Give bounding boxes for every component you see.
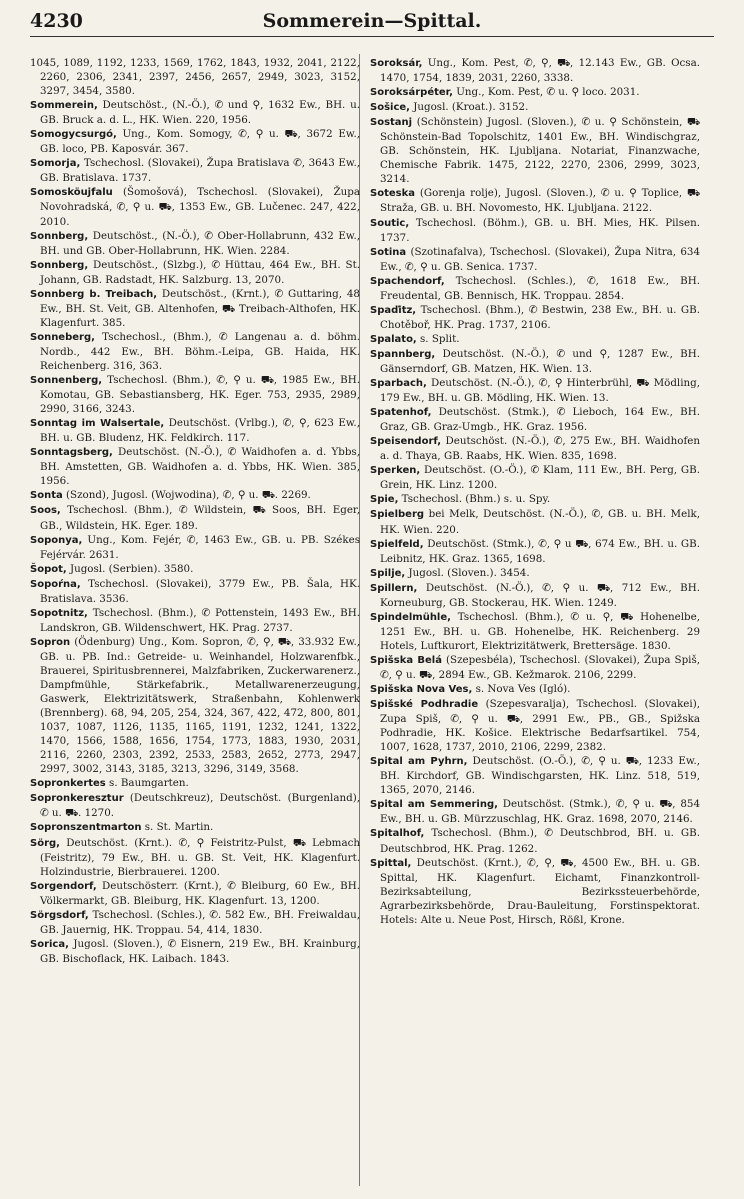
gazetteer-entry (370, 56, 700, 85)
gazetteer-entry (30, 776, 360, 791)
entry-headword: Sommerein, (30, 100, 98, 112)
entry-headword: Sotina (370, 246, 407, 258)
entry-headword: Spillern, (370, 582, 418, 594)
gazetteer-entry (370, 581, 700, 610)
entry-headword: Sopronkeresztur (30, 793, 124, 805)
entry-text: Tschechosl. (Böhm.), GB. u. BH. Mies, HK. Pilsen. 1737. (380, 216, 700, 244)
entry-text: Tschechosl. (Schles.), ✆, 1618 Ew., BH. Freudental, GB. Bennisch, HK. Troppau. 2854. (380, 274, 700, 302)
entry-text: Deutschöst. (Stmk.), ✆, ⚲ u. ⛟, 854 Ew., BH. u. GB. Mürzzuschlag, HK. Graz. 1698, 2070, 2146. (380, 798, 700, 826)
entry-headword: Spannberg, (370, 348, 436, 360)
entry-text: Tschechosl. (Slovakei), Župa Bratislava ✆, 3643 Ew., GB. Bratislava. 1737. (40, 157, 360, 185)
entry-text: (Szepesvaralja), Tschechosl. (Slovakei), Zupa Spiš, ✆, ⚲ u. ⛟, 2991 Ew., PB., GB., Spižska Podhradie, HK. Košice. Elektrische Bedarfsartikel. 754, 1007, 1628, 1737, 2010, 2106, 2299, 2382. (380, 698, 700, 754)
entry-text: s. Baumgarten. (105, 777, 189, 790)
entry-headword: Spatenhof, (370, 407, 432, 419)
gazetteer-entry (370, 100, 700, 115)
entry-headword: Sopronszentmarton (30, 822, 142, 834)
gazetteer-entry (30, 820, 360, 835)
entry-text: Tschechosl. (Bhm.) s. u. Spy. (398, 493, 551, 506)
entry-text: Tschechosl. (Bhm.), ✆, ⚲ u. ⛟, 1985 Ew., BH. Komotau, GB. Sebastiansberg, HK. Eger. 753, 2935, 2989, 2990, 3166, 3243. (40, 374, 360, 416)
entry-text: Deutschöst. (N.-Ö.), ✆, 275 Ew., BH. Waidhofen a. d. Thaya, GB. Raabs, HK. Wien. 835, 1698. (380, 435, 700, 463)
gazetteer-entry (30, 533, 360, 562)
gazetteer-entry (30, 416, 360, 445)
entry-headword: Sonneberg, (30, 331, 95, 343)
entry-text: Jugosl. (Sloven.). 3454. (405, 566, 530, 579)
entry-text: Deutschöst., (N.-Ö.), ✆ Ober-Hollabrunn, 432 Ew., BH. und GB. Ober-Hollabrunn, HK. Wien. 2284. (40, 229, 360, 257)
entry-headword: Sonta (30, 490, 63, 502)
entry-headword: Spalato, (370, 333, 417, 345)
entry-text: Deutschösterr. (Krnt.), ✆ Bleiburg, 60 Ew., BH. Völkermarkt, GB. Bleiburg, HK. Klagenfurt. 13, 1200. (40, 879, 360, 907)
entry-headword: Sörg, (30, 837, 60, 849)
entry-text: Tschechosl. (Slovakei), 3779 Ew., PB. Šala, HK. Bratislava. 3536. (40, 577, 360, 605)
gazetteer-entry (370, 463, 700, 492)
entry-text: Tschechosl. (Bhm.), ✆ Bestwin, 238 Ew., BH. u. GB. Chotěboř, HK. Prag. 1737, 2106. (380, 303, 700, 331)
gazetteer-entry (370, 186, 700, 215)
entry-headword: Sopotnitz, (30, 607, 88, 619)
entry-headword: Spišska Nova Ves, (370, 684, 473, 696)
gazetteer-entry (30, 577, 360, 606)
gazetteer-entry (30, 127, 360, 156)
entry-headword: Spielfeld, (370, 538, 424, 550)
entry-headword: Sošice, (370, 102, 410, 114)
gazetteer-entry (30, 908, 360, 937)
gazetteer-entry (370, 797, 700, 826)
entry-text: (Szepesbéla), Tschechosl. (Slovakei), Župa Spiš, ✆, ⚲ u. ⛟, 2894 Ew., GB. Kežmarok. 2106, 2299. (380, 653, 700, 681)
entry-headword: Sorgendorf, (30, 880, 97, 892)
gazetteer-entry (30, 836, 360, 879)
entry-headword: Šopot, (30, 563, 67, 575)
gazetteer-entry (30, 488, 360, 503)
entry-headword: Spachendorf, (370, 275, 445, 287)
gazetteer-entry (30, 373, 360, 416)
gazetteer-entry (30, 229, 360, 258)
entry-text: Tschechosl. (Bhm.), ✆ Wildstein, ⛟ Soos, BH. Eger, GB., Wildstein, HK. Eger. 189. (40, 504, 360, 532)
entry-headword: Spielberg (370, 509, 425, 521)
gazetteer-entry (370, 754, 700, 797)
gazetteer-entry (370, 376, 700, 405)
entry-text: (Schönstein) Jugosl. (Sloven.), ✆ u. ⚲ Schönstein, ⛟ Schönstein-Bad Topolschitz, 1401 Ew., BH. Windischgraz, GB. Schönstein, HK. Ljubljana. Notariat, Finanzwache, Chemische Fabrik. 1475, 2122, 2270, 2306, 2999, 3023, 3214. (380, 116, 700, 186)
entry-text: Deutschöst. (N.-Ö.), ✆, ⚲ u. ⛟, 712 Ew., BH. Korneuburg, GB. Stockerau, HK. Wien. 1249. (380, 581, 700, 609)
entry-text: Deutschöst. (N.-Ö.), ✆, ⚲ Hinterbrühl, ⛟ Mödling, 179 Ew., BH. u. GB. Mödling, HK. Wien. 13. (380, 377, 700, 405)
gazetteer-entry (30, 258, 360, 287)
gazetteer-entry (30, 606, 360, 635)
entry-text: Jugosl. (Kroat.). 3152. (409, 101, 529, 114)
entry-headword: Speisendorf, (370, 436, 441, 448)
gazetteer-entry (30, 185, 360, 228)
entry-text: Deutschöst., (N.-Ö.), ✆ und ⚲, 1632 Ew., BH. u. GB. Bruck a. d. L., HK. Wien. 220, 1956. (40, 99, 360, 127)
entry-text: Deutschöst. (Vrlbg.), ✆, ⚲, 623 Ew., BH. u. GB. Bludenz, HK. Feldkirch. 117. (40, 417, 360, 445)
gazetteer-entry (30, 937, 360, 966)
gazetteer-entry (30, 879, 360, 908)
gazetteer-entry (370, 216, 700, 245)
gazetteer-entry (30, 445, 360, 488)
entry-text: Deutschöst. (N.-Ö.), ✆ und ⚲, 1287 Ew., BH. Gänserndorf, GB. Matzen, HK. Wien. 13. (380, 347, 700, 375)
entry-headword: Sonntag im Walsertale, (30, 418, 165, 430)
entry-text: Tschechosl. (Bhm.), ✆ u. ⚲, ⛟ Hohenelbe, 1251 Ew., BH. u. GB. Hohenelbe, HK. Reichenberg. 29 Hotels, Luftkurort, Elektrizitätwerk, Brettersäge. 1830. (380, 610, 700, 652)
gazetteer-entry (370, 610, 700, 653)
entry-text: Tschechosl. (Bhm.), ✆ Pottenstein, 1493 Ew., BH. Landskron, GB. Wildenschwert, HK. Prag. 2737. (40, 606, 360, 634)
entry-headword: Sonntagsberg, (30, 447, 113, 459)
entry-headword: Sparbach, (370, 378, 427, 390)
gazetteer-entry (30, 503, 360, 532)
entry-headword: Sorica, (30, 938, 69, 950)
entry-headword: Soroksár, (370, 58, 423, 69)
entry-text: bei Melk, Deutschöst. (N.-Ö.), ✆, GB. u. BH. Melk, HK. Wien. 220. (380, 508, 700, 536)
gazetteer-entry (370, 405, 700, 434)
entry-text: Deutschöst. (O.-Ö.), ✆ Klam, 111 Ew., BH. Perg, GB. Grein, HK. Linz. 1200. (380, 464, 700, 492)
entry-headword: Spilje, (370, 567, 406, 579)
entry-headword: Soroksárpéter, (370, 87, 453, 99)
entry-text: (Szotinafalva), Tschechosl. (Slovakei), Župa Nitra, 634 Ew., ✆, ⚲ u. GB. Senica. 1737. (380, 245, 700, 273)
entry-text: Ung., Kom. Somogy, ✆, ⚲ u. ⛟, 3672 Ew., GB. loco, PB. Kaposvár. 367. (40, 128, 360, 156)
entry-text: Deutschöst. (O.-Ö.), ✆, ⚲ u. ⛟, 1233 Ew., BH. Kirchdorf, GB. Windischgarsten, HK. Linz. 518, 519, 1365, 2070, 2146. (380, 755, 700, 797)
gazetteer-entry (30, 562, 360, 577)
entry-text: Jugosl. (Sloven.), ✆ Eisnern, 219 Ew., BH. Krainburg, GB. Bischoflack, HK. Laibach. 1843. (40, 937, 360, 965)
page-header (30, 6, 714, 37)
gazetteer-entry (30, 98, 360, 127)
gazetteer-entry (370, 697, 700, 754)
entry-text: Deutschöst. (N.-Ö.), ✆ Waidhofen a. d. Ybbs, BH. Amstetten, GB. Waidhofen a. d. Ybbs, HK. Wien. 385, 1956. (40, 446, 360, 488)
entry-text: Deutschöst., (Krnt.), ✆ Guttaring, 48 Ew., BH. St. Veit, GB. Altenhofen, ⛟ Treibach-Althofen, HK. Klagenfurt. 385. (40, 287, 360, 329)
gazetteer-entry (370, 332, 700, 347)
entry-headword: Spišska Belá (370, 654, 442, 666)
entry-headword: Somosköujfalu (30, 187, 113, 199)
entry-text: (Šomošová), Tschechosl. (Slovakei), Župa Novohradská, ✆, ⚲ u. ⛟, 1353 Ew., GB. Lučenec. 247, 422, 2010. (40, 186, 360, 228)
gazetteer-entry (30, 156, 360, 185)
entry-headword: Spittal, (370, 857, 412, 869)
gazetteer-entry (370, 274, 700, 303)
entry-text: Tschechosl. (Schles.), ✆. 582 Ew., BH. Freiwaldau, GB. Jauernig, HK. Troppau. 54, 414, 1830. (40, 908, 360, 936)
entry-headword: Spie, (370, 494, 399, 506)
entry-headword: Sopronkertes (30, 778, 106, 790)
entry-text: (Ödenburg) Ung., Kom. Sopron, ✆, ⚲, ⛟, 33.932 Ew., GB. u. PB. Ind.: Getreide- u. Weinhandel, Holzwarenfbk., Brauerei, Spiritusbrennerei, Malzfabriken, Zuckerwarenerz., Dampfmühle, Stärkefabrik., Metallwarenerzeugung, Gaswerk, Elektrizitätswerk, Straßenbahn, Kohlenwerk (Brennberg). 68, 94, 205, 254, 324, 367, 422, 472, 800, 801, 1037, 1087, 1126, 1135, 1165, 1191, 1232, 1241, 1322, 1470, 1566, 1588, 1656, 1754, 1773, 1883, 1930, 2031, 2116, 2260, 2303, 2392, 2533, 2583, 2652, 2773, 2947, 2997, 3002, 3143, 3185, 3213, 3296, 3149, 3568. (40, 635, 360, 776)
entry-text: Tschechosl. (Bhm.), ✆ Deutschbrod, BH. u. GB. Deutschbrod, HK. Prag. 1262. (380, 827, 700, 855)
gazetteer-entry (370, 303, 700, 332)
entry-headword: Somogycsurgó, (30, 129, 117, 141)
entry-text: Ung., Kom. Fejér, ✆, 1463 Ew., GB. u. PB. Székes Fejérvár. 2631. (40, 533, 360, 561)
gazetteer-entry (370, 492, 700, 507)
gazetteer-entry (370, 682, 700, 697)
entry-headword: Spišské Podhradie (370, 699, 479, 711)
entry-headword: Sostanj (370, 117, 413, 129)
gazetteer-entry (30, 635, 360, 776)
entry-headword: Sonnberg, (30, 259, 89, 271)
gazetteer-entry (370, 85, 700, 100)
right-column (370, 56, 700, 1192)
gazetteer-entry (370, 347, 700, 376)
entry-text: (Gorenja rolje), Jugosl. (Sloven.), ✆ u. ⚲ Toplice, ⛟ Straža, GB. u. BH. Novomesto, HK. Ljubljana. 2122. (380, 187, 700, 215)
entry-text: Ung., Kom. Pest, ✆, ⚲, ⛟, 12.143 Ew., GB. Ocsa. 1470, 1754, 1839, 2031, 2260, 3338. (380, 57, 700, 85)
entry-text: Jugosl. (Serbien). 3580. (66, 562, 194, 575)
gazetteer-entry (370, 115, 700, 186)
gazetteer-entry (370, 653, 700, 682)
gazetteer-entry (30, 791, 360, 820)
gazetteer-entry (370, 434, 700, 463)
entry-headword: Sopoŕna, (30, 578, 81, 590)
entry-text: s. Nova Ves (Igló). (472, 683, 571, 696)
entry-headword: Spindelmühle, (370, 611, 451, 623)
entry-text: Deutschöst. (Stmk.), ✆ Lieboch, 164 Ew., BH. Graz, GB. Graz-Umgb., HK. Graz. 1956. (380, 406, 700, 434)
entry-headword: Sonnberg, (30, 230, 89, 242)
gazetteer-entry (30, 56, 360, 98)
entry-headword: Spitalhof, (370, 828, 425, 840)
gazetteer-entry (370, 826, 700, 855)
entry-text: Tschechosl., (Bhm.), ✆ Langenau a. d. böhm. Nordb., 442 Ew., BH. Böhm.-Leipa, GB. Haida, HK. Reichenberg. 316, 363. (40, 330, 360, 372)
entry-headword: Spaďitz, (370, 304, 417, 316)
left-column (30, 56, 360, 1192)
entry-headword: Sperken, (370, 465, 421, 477)
entry-text: (Deutschkreuz), Deutschöst. (Burgenland), ✆ u. ⛟. 1270. (40, 792, 360, 820)
page-number: 4230 (30, 10, 83, 32)
entry-headword: Somorja, (30, 158, 81, 170)
entry-headword: Sonnenberg, (30, 375, 103, 387)
gazetteer-entry (370, 245, 700, 274)
entry-text: Deutschöst. (Krnt.), ✆, ⚲, ⛟, 4500 Ew., BH. u. GB. Spittal, HK. Klagenfurt. Eichamt, Finanzkontroll-Bezirksabteilung, Bezirkssteuerbehörde, Agrarbezirksbehörde, Drau-Bauleitung, Forstinspektorat. Hotels: Alte u. Neue Post, Hirsch, Rößl, Krone. (380, 856, 700, 926)
gazetteer-entry (370, 507, 700, 536)
entry-text: s. St. Martin. (141, 821, 214, 834)
gazetteer-entry (30, 287, 360, 330)
entry-text: Ung., Kom. Pest, ✆ u. ⚲ loco. 2031. (452, 86, 640, 99)
gazetteer-entry (370, 566, 700, 581)
entry-text: (Szond), Jugosl. (Wojwodina), ✆, ⚲ u. ⛟. 2269. (62, 489, 311, 502)
page-title: Sommerein—Spittal. (262, 10, 482, 32)
entry-headword: Soteska (370, 188, 415, 200)
entry-text: 1045, 1089, 1192, 1233, 1569, 1762, 1843, 1932, 2041, 2122, 2260, 2306, 2341, 2397, 2456, 2657, 2949, 3023, 3152, 3297, 3454, 3580. (30, 57, 360, 98)
entry-headword: Sonnberg b. Treibach, (30, 288, 158, 300)
entry-headword: Soos, (30, 505, 61, 517)
entry-headword: Sopron (30, 636, 71, 648)
entry-text: Deutschöst., (Slzbg.), ✆ Hüttau, 464 Ew., BH. St. Johann, GB. Radstadt, HK. Salzburg. 13, 2070. (40, 258, 360, 286)
entry-headword: Soutic, (370, 217, 410, 229)
entry-headword: Sörgsdorf, (30, 909, 89, 921)
entry-text: Deutschöst. (Krnt.). ✆, ⚲ Feistritz-Pulst, ⛟ Lebmach (Feistritz), 79 Ew., BH. u. GB. St. Veit, HK. Klagenfurt. Holzindustrie, Bierbrauerei. 1200. (40, 836, 360, 878)
entry-headword: Soponya, (30, 534, 83, 546)
entry-text: s. Split. (416, 332, 460, 345)
entry-text: Deutschöst. (Stmk.), ✆, ⚲ u ⛟, 674 Ew., BH. u. GB. Leibnitz, HK. Graz. 1365, 1698. (380, 537, 700, 565)
gazetteer-entry (370, 537, 700, 566)
entry-headword: Spital am Semmering, (370, 799, 498, 811)
entry-headword: Spital am Pyhrn, (370, 756, 468, 768)
gazetteer-entry (370, 856, 700, 927)
gazetteer-entry (30, 330, 360, 373)
